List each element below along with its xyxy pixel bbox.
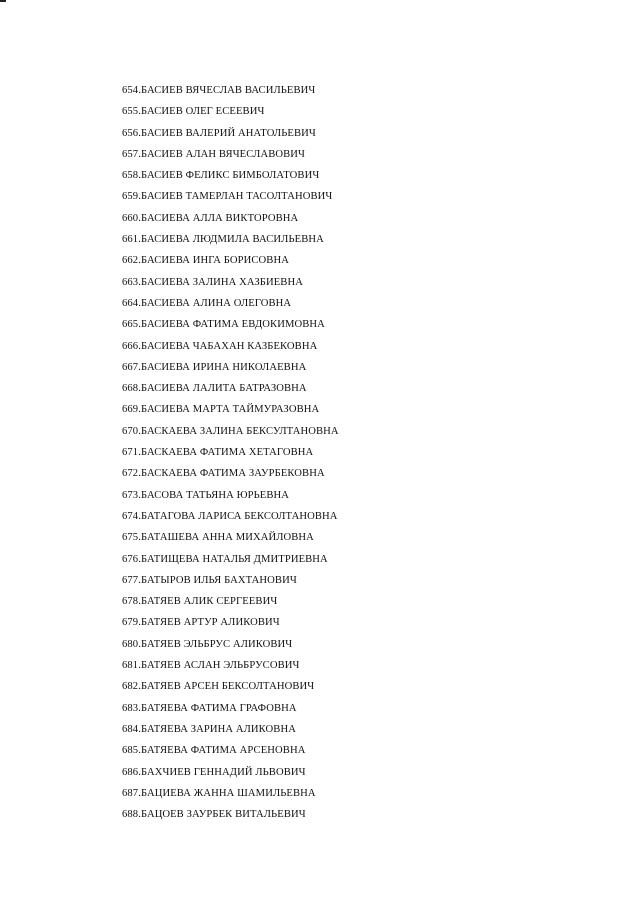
- list-item: 671.БАСКАЕВА ФАТИМА ХЕТАГОВНА: [122, 447, 314, 459]
- list-item: 684.БАТЯЕВА ЗАРИНА АЛИКОВНА: [122, 723, 296, 735]
- list-item: 676.БАТИЩЕВА НАТАЛЬЯ ДМИТРИЕВНА: [122, 553, 328, 565]
- list-item: 668.БАСИЕВА ЛАЛИТА БАТРАЗОВНА: [122, 383, 307, 395]
- list-item: 675.БАТАШЕВА АННА МИХАЙЛОВНА: [122, 532, 314, 544]
- list-item: 683.БАТЯЕВА ФАТИМА ГРАФОВНА: [122, 702, 297, 714]
- list-item: 661.БАСИЕВА ЛЮДМИЛА ВАСИЛЬЕВНА: [122, 234, 324, 246]
- list-item: 681.БАТЯЕВ АСЛАН ЭЛЬБРУСОВИЧ: [122, 660, 300, 672]
- list-item: 655.БАСИЕВ ОЛЕГ ЕСЕЕВИЧ: [122, 106, 265, 118]
- list-item: 659.БАСИЕВ ТАМЕРЛАН ТАСОЛТАНОВИЧ: [122, 191, 333, 203]
- list-item: 674.БАТАГОВА ЛАРИСА БЕКСОЛТАНОВНА: [122, 510, 338, 522]
- list-item: 656.БАСИЕВ ВАЛЕРИЙ АНАТОЛЬЕВИЧ: [122, 127, 316, 139]
- list-item: 679.БАТЯЕВ АРТУР АЛИКОВИЧ: [122, 617, 280, 629]
- list-item: 658.БАСИЕВ ФЕЛИКС БИМБОЛАТОВИЧ: [122, 170, 320, 182]
- list-item: 680.БАТЯЕВ ЭЛЬБРУС АЛИКОВИЧ: [122, 638, 293, 650]
- list-item: 670.БАСКАЕВА ЗАЛИНА БЕКСУЛТАНОВНА: [122, 425, 339, 437]
- list-item: 657.БАСИЕВ АЛАН ВЯЧЕСЛАВОВИЧ: [122, 148, 306, 160]
- list-item: 665.БАСИЕВА ФАТИМА ЕВДОКИМОВНА: [122, 319, 325, 331]
- name-list: [122, 84, 339, 829]
- list-item: 687.БАЦИЕВА ЖАННА ШАМИЛЬЕВНА: [122, 787, 316, 799]
- list-item: 654.БАСИЕВ ВЯЧЕСЛАВ ВАСИЛЬЕВИЧ: [122, 85, 316, 96]
- list-item: 660.БАСИЕВА АЛЛА ВИКТОРОВНА: [122, 212, 299, 224]
- list-item: 662.БАСИЕВА ИНГА БОРИСОВНА: [122, 255, 289, 267]
- list-item: 677.БАТЫРОВ ИЛЬЯ БАХТАНОВИЧ: [122, 574, 297, 586]
- list-item: 664.БАСИЕВА АЛИНА ОЛЕГОВНА: [122, 297, 292, 309]
- list-item: 685.БАТЯЕВА ФАТИМА АРСЕНОВНА: [122, 745, 306, 757]
- list-item: 673.БАСОВА ТАТЬЯНА ЮРЬЕВНА: [122, 489, 289, 501]
- list-item: 667.БАСИЕВА ИРИНА НИКОЛАЕВНА: [122, 361, 307, 373]
- list-item: 682.БАТЯЕВ АРСЕН БЕКСОЛТАНОВИЧ: [122, 681, 315, 693]
- list-item: 688.БАЦОЕВ ЗАУРБЕК ВИТАЛЬЕВИЧ: [122, 809, 306, 821]
- list-item: 663.БАСИЕВА ЗАЛИНА ХАЗБИЕВНА: [122, 276, 303, 288]
- list-item: 672.БАСКАЕВА ФАТИМА ЗАУРБЕКОВНА: [122, 468, 325, 480]
- list-item: 678.БАТЯЕВ АЛИК СЕРГЕЕВИЧ: [122, 596, 278, 608]
- scan-corner-mark: [0, 0, 6, 2]
- list-item: 666.БАСИЕВА ЧАБАХАН КАЗБЕКОВНА: [122, 340, 318, 352]
- list-item: 686.БАХЧИЕВ ГЕННАДИЙ ЛЬВОВИЧ: [122, 766, 306, 778]
- list-item: 669.БАСИЕВА МАРТА ТАЙМУРАЗОВНА: [122, 404, 320, 416]
